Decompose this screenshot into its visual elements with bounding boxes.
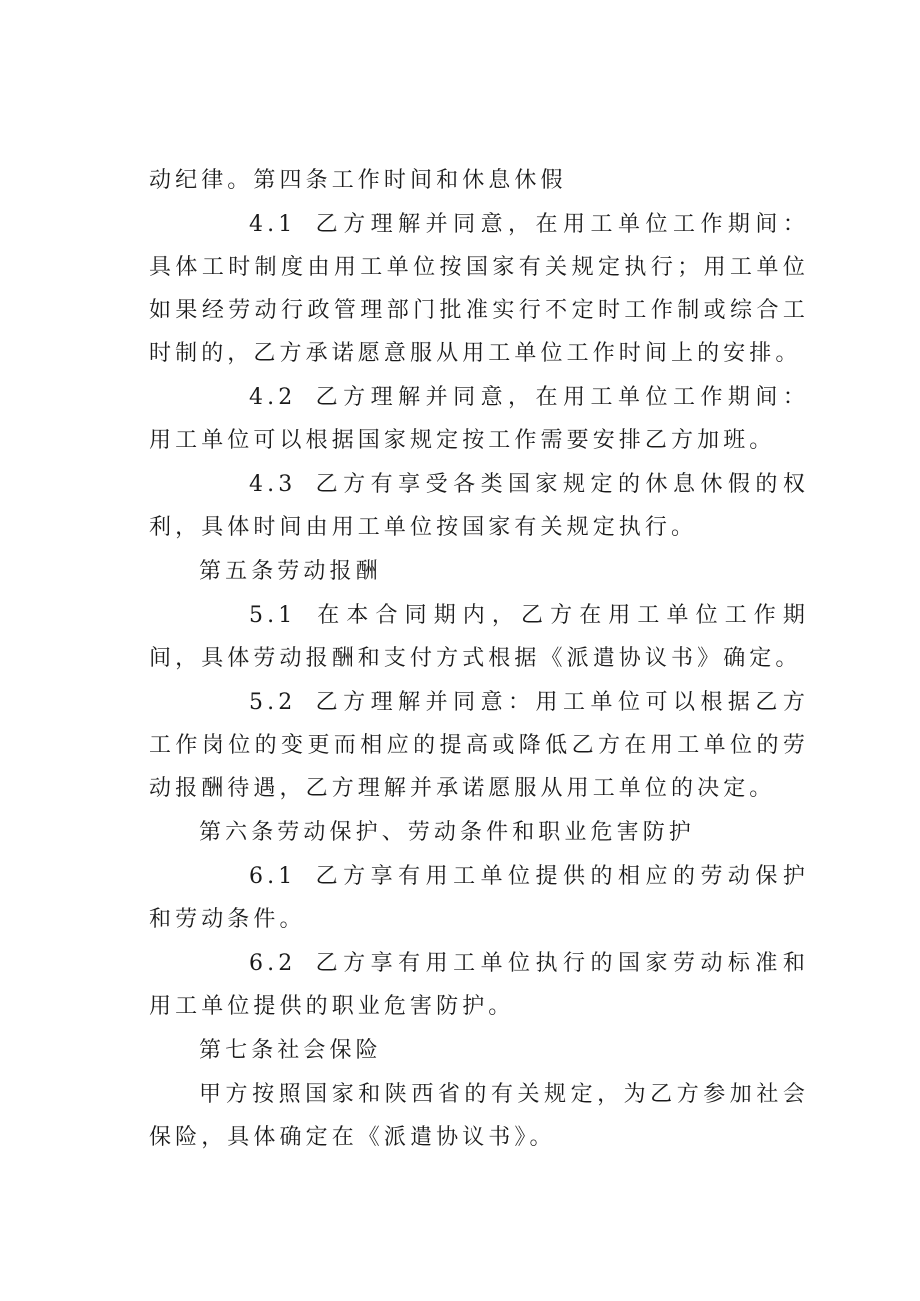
clause-4-2 <box>149 376 809 462</box>
article-heading-text: 第七条社会保险 <box>199 1038 382 1063</box>
clause-5-2 <box>149 681 809 810</box>
clause-6-2 <box>149 942 809 1028</box>
clause-4-3 <box>149 463 809 549</box>
clause-number: 4.2 <box>249 385 297 410</box>
document-body <box>149 159 809 1160</box>
clause-number: 6.2 <box>249 951 297 976</box>
clause-text: 乙方享有用工单位执行的国家劳动标准和用工单位提供的职业危害防护。 <box>149 951 809 1019</box>
article-heading-text: 第六条劳动保护、劳动条件和职业危害防护 <box>199 820 695 845</box>
article-heading-text: 第五条劳动报酬 <box>199 559 382 584</box>
clause-text: 乙方享有用工单位提供的相应的劳动保护和劳动条件。 <box>149 864 809 932</box>
clause-text: 乙方有享受各类国家规定的休息休假的权利，具体时间由用工单位按国家有关规定执行。 <box>149 472 809 540</box>
clause-number: 6.1 <box>249 864 297 889</box>
clause-number: 5.2 <box>249 690 297 715</box>
clause-text: 在本合同期内，乙方在用工单位工作期间，具体劳动报酬和支付方式根据《派遣协议书》确定。 <box>149 603 809 671</box>
clause-5-1 <box>149 594 809 680</box>
article-6-heading <box>149 811 809 854</box>
clause-text: 乙方理解并同意，在用工单位工作期间：用工单位可以根据国家规定按工作需要安排乙方加班。 <box>149 385 809 453</box>
article-7-heading <box>149 1029 809 1072</box>
paragraph-text: 甲方按照国家和陕西省的有关规定，为乙方参加社会保险，具体确定在《派遣协议书》。 <box>149 1082 809 1150</box>
paragraph-continuation <box>149 159 809 202</box>
article-5-heading <box>149 550 809 593</box>
clause-number: 4.3 <box>249 472 297 497</box>
paragraph-text: 动纪律。第四条工作时间和休息休假 <box>149 168 567 193</box>
clause-4-1 <box>149 203 809 375</box>
clause-text: 乙方理解并同意：用工单位可以根据乙方工作岗位的变更而相应的提高或降低乙方在用工单位的劳动报酬待遇，乙方理解并承诺愿服从用工单位的决定。 <box>149 690 809 801</box>
clause-number: 4.1 <box>249 212 297 237</box>
clause-number: 5.1 <box>249 603 297 628</box>
clause-text: 乙方理解并同意，在用工单位工作期间：具体工时制度由用工单位按国家有关规定执行；用工单位如果经劳动行政管理部门批准实行不定时工作制或综合工时制的，乙方承诺愿意服从用工单位工作时间上的安排。 <box>149 212 809 366</box>
article-7-body <box>149 1073 809 1159</box>
clause-6-1 <box>149 855 809 941</box>
